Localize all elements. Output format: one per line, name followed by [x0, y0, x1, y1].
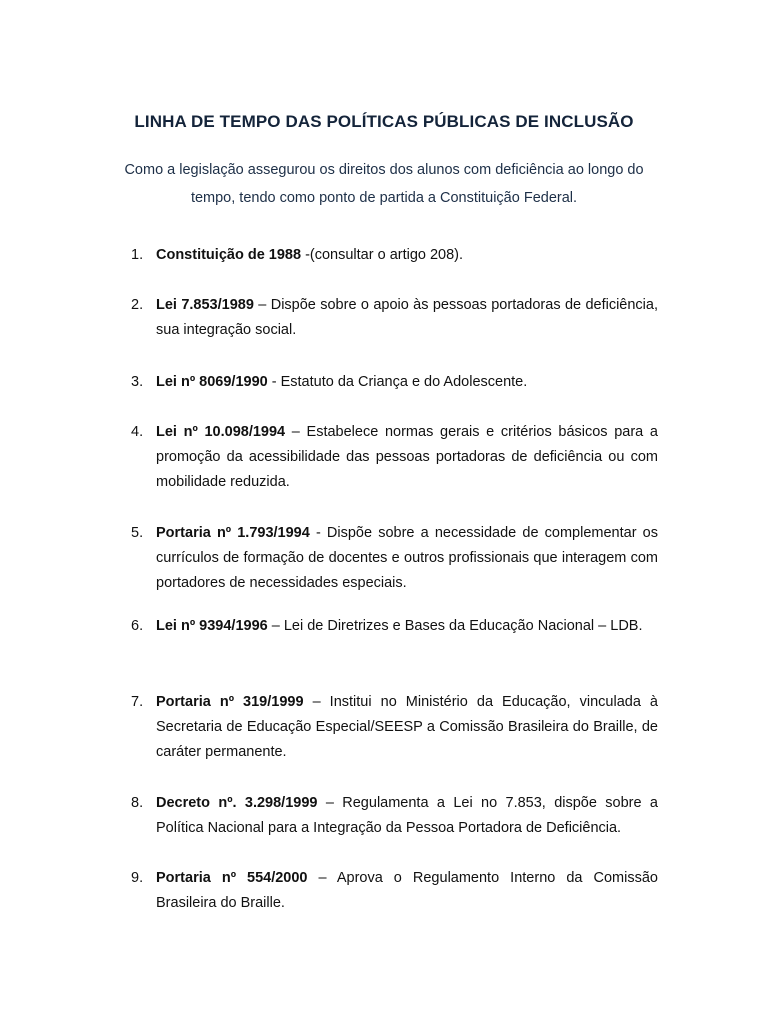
- item-law-name: Lei nº 8069/1990: [156, 374, 268, 390]
- item-description: -(consultar o artigo 208).: [301, 247, 464, 263]
- item-number: 2.: [131, 297, 144, 313]
- item-text: [156, 791, 658, 841]
- item-law-name: Lei nº 9394/1996: [156, 618, 268, 634]
- item-text: [156, 866, 658, 916]
- item-text: [156, 293, 658, 343]
- item-law-name: Portaria nº 1.793/1994: [156, 525, 310, 541]
- item-law-name: Portaria nº 554/2000: [156, 870, 308, 886]
- item-text: [156, 243, 658, 268]
- item-number: 8.: [131, 795, 144, 811]
- item-text: [156, 614, 658, 639]
- item-description: – Dispõe sobre o apoio às pessoas portadoras de deficiência, sua integração social.: [156, 297, 658, 338]
- item-number: 9.: [131, 870, 144, 886]
- item-description: - Estatuto da Criança e do Adolescente.: [267, 374, 528, 390]
- item-text: [156, 521, 658, 596]
- item-law-name: Lei 7.853/1989: [156, 297, 254, 313]
- item-text: [156, 420, 658, 495]
- item-description: – Lei de Diretrizes e Bases da Educação Nacional – LDB.: [267, 618, 643, 634]
- item-description: – Institui no Ministério da Educação, vinculada à Secretaria de Educação Especial/SEESP a Comissão Brasileira do Braille, de caráter permanente.: [156, 694, 658, 760]
- item-number: 1.: [131, 247, 144, 263]
- item-number: 5.: [131, 525, 144, 541]
- item-text: [156, 370, 658, 395]
- document-subtitle: Como a legislação assegurou os direitos dos alunos com deficiência ao longo do tempo, tendo como ponto de partida a Constituição Federal.: [124, 162, 644, 206]
- item-law-name: Constituição de 1988: [156, 247, 302, 263]
- document-title: LINHA DE TEMPO DAS POLÍTICAS PÚBLICAS DE INCLUSÃO: [134, 112, 634, 131]
- item-description: – Aprova o Regulamento Interno da Comissão Brasileira do Braille.: [156, 870, 658, 911]
- item-number: 4.: [131, 424, 144, 440]
- item-description: – Estabelece normas gerais e critérios básicos para a promoção da acessibilidade das pessoas portadoras de deficiência ou com mobilidade reduzida.: [156, 424, 658, 490]
- item-description: - Dispõe sobre a necessidade de complementar os currículos de formação de docentes e outros profissionais que interagem com portadores de necessidades especiais.: [156, 525, 658, 591]
- item-law-name: Decreto nº. 3.298/1999: [156, 795, 318, 811]
- item-number: 3.: [131, 374, 144, 390]
- item-number: 6.: [131, 618, 144, 634]
- item-description: – Regulamenta a Lei no 7.853, dispõe sobre a Política Nacional para a Integração da Pessoa Portadora de Deficiência.: [156, 795, 658, 836]
- item-law-name: Lei nº 10.098/1994: [156, 424, 286, 440]
- item-law-name: Portaria nº 319/1999: [156, 694, 304, 710]
- item-number: 7.: [131, 694, 144, 710]
- item-text: [156, 690, 658, 765]
